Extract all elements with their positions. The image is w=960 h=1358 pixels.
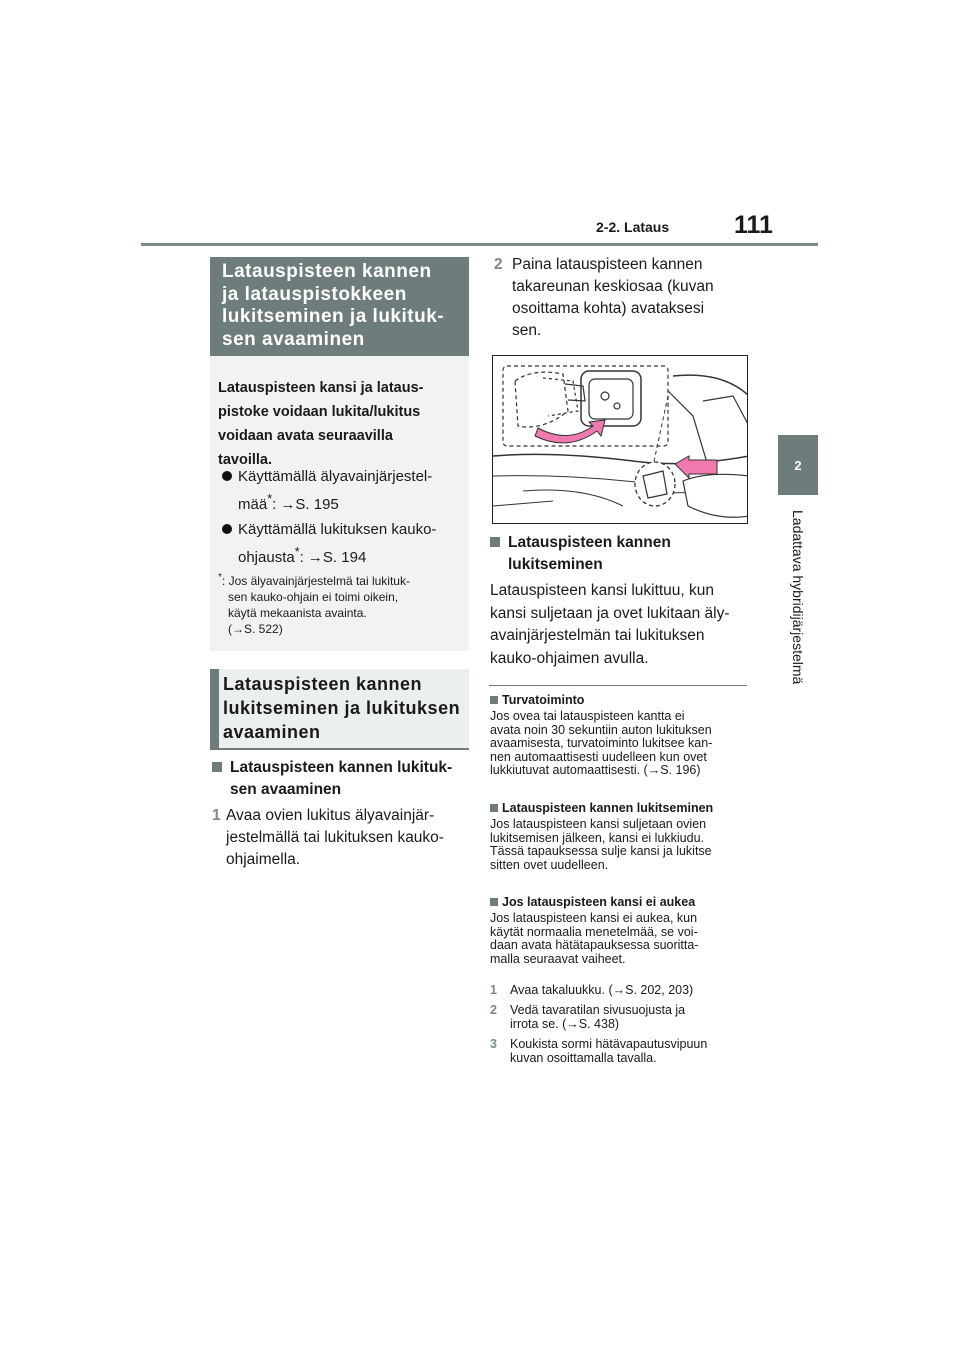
lock-paragraph: Latauspisteen kansi lukittuu, kun kansi suljetaan ja ovet lukitaan äly- avainjärjestelmän tai lukituksen kauko-ohjaimen avulla. [490,582,730,667]
charging-port-illustration [492,355,748,524]
square-bullet-icon [490,804,498,812]
emergency-step-2: 2 Vedä tavaratilan sivusuojusta ja irrota se. (→S. 438) [490,1003,686,1031]
section-banner-2: Latauspisteen kannen lukitseminen ja lukituksen avaaminen [210,669,469,748]
bullet-remote: Käyttämällä lukituksen kauko- ohjausta*: →S. 194 [222,518,462,569]
chapter-tab: 2 [778,435,818,495]
square-bullet-icon [490,696,498,704]
step-2-press-cover: 2 Paina latauspisteen kannen takareunan keskiosaa (kuvan osoittama kohta) avataksesi sen. [494,256,714,339]
emergency-step-1: 1 Avaa takaluukku. (→S. 202, 203) [490,983,694,997]
notes-divider [489,685,747,686]
footnote: *: Jos älyavainjärjestelmä tai lukituk- sen kauko-ohjain ei toimi oikein, käytä mekaanista avainta. (→S. 522) [218,572,410,636]
subheading-lock: Latauspisteen kannen lukitseminen [490,532,750,576]
section-banner-1: Latauspisteen kannen ja latauspistokkeen lukitseminen ja lukituk- sen avaaminen [210,257,469,356]
note-locking: Latauspisteen kannen lukitseminen Jos latauspisteen kansi suljetaan ovien lukitsemisen jälkeen, kansi ei lukkiudu. Tässä tapauksessa sulje kansi ja lukitse sitten ovet uudelleen. [490,801,714,872]
header-divider [141,243,818,246]
page-number: 111 [734,211,773,239]
illustration-svg [493,356,748,524]
note-does-not-open: Jos latauspisteen kansi ei aukea Jos latauspisteen kansi ei aukea, kun käytät normaalia menetelmää, se voi- daan avata hätätapauksessa suoritta- malla seuraavat vaiheet. [490,895,699,966]
note-safety: Turvatoiminto Jos ovea tai latauspisteen kantta ei avata noin 30 sekuntiin auton lukituksen avaamisesta, turvatoiminto lukitsee kan- nen automaattisesti uudelleen kun ovet lukkiutuvat automaattisesti. (→S. 196) [490,693,713,777]
step-1-unlock: 1 Avaa ovien lukitus älyavainjär- jestelmällä tai lukituksen kauko- ohjaimella. [212,807,444,868]
bullet-dot-icon [222,471,232,481]
banner-underline [210,748,469,750]
bullet-dot-icon [222,524,232,534]
bullet-smart-key: Käyttämällä älyavainjärjestel- mää*: →S. 195 [222,465,462,516]
section-title: 2-2. Lataus [596,219,670,235]
square-bullet-icon [490,537,500,547]
chapter-label: Ladattava hybridijärjestelmä [790,510,806,685]
square-bullet-icon [212,762,222,772]
emergency-step-3: 3 Koukista sormi hätävapautusvipuun kuvan osoittamalla tavalla. [490,1037,708,1065]
subheading-unlock: Latauspisteen kannen lukituk- sen avaaminen [212,757,472,801]
square-bullet-icon [490,898,498,906]
intro-text: Latauspisteen kansi ja lataus- pistoke voidaan lukita/lukitus voidaan avata seuraavilla tavoilla. [218,380,424,468]
